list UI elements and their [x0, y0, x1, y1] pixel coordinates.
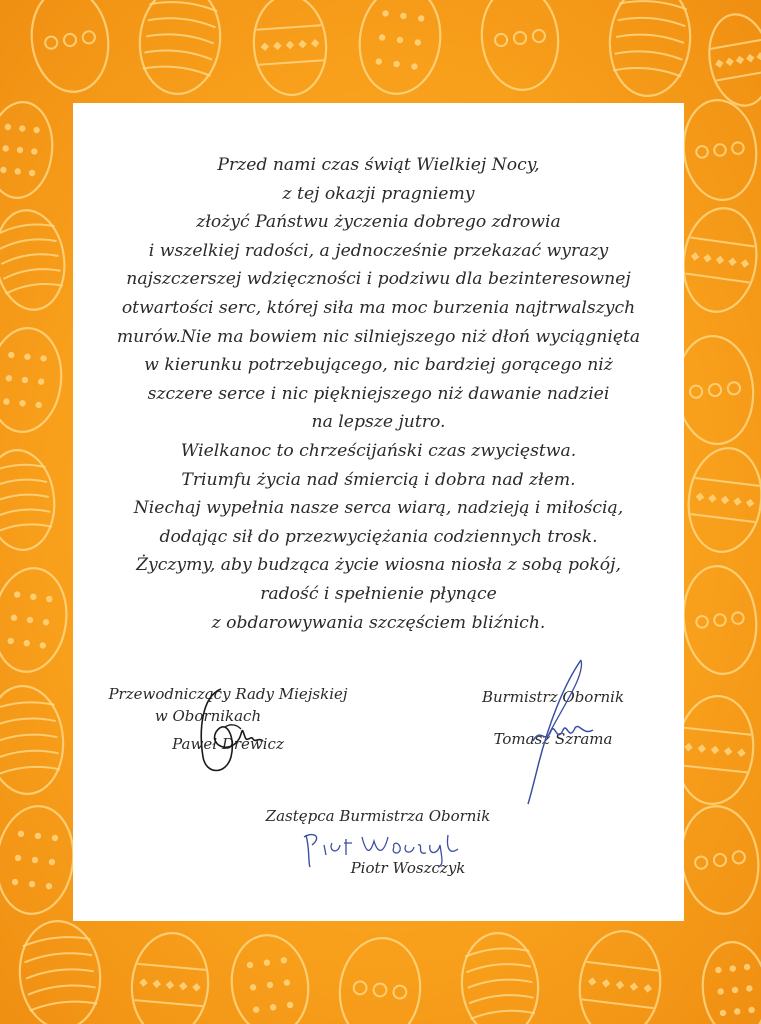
greeting-line: dodając sił do przezwyciężania codziennych trosk. [159, 526, 598, 547]
egg-outline [698, 939, 761, 1024]
egg-outline [0, 563, 73, 676]
egg-outline [679, 97, 761, 204]
greeting-line: i wszelkiej radości, a jednocześnie przekazać wyrazy [148, 240, 609, 261]
mayor-title: Burmistrz Obornik [481, 688, 625, 706]
greeting-line: Przed nami czas świąt Wielkiej Nocy, [217, 155, 540, 175]
egg-outline [702, 9, 761, 110]
egg-outline [574, 927, 667, 1024]
egg-outline [672, 333, 757, 447]
egg-outline [683, 444, 761, 556]
greeting-text [73, 151, 684, 637]
greeting-line: Niechaj wypełnia nasze serca wiarą, nadzieją i miłością, [133, 498, 624, 519]
mayor-signature-block [443, 686, 663, 750]
egg-outline [335, 934, 425, 1024]
greeting-line: w kierunku potrzebującego, nic bardziej gorącego niż [144, 355, 613, 376]
egg-outline [477, 0, 563, 94]
greeting-line: z obdarowywania szczęściem bliźnich. [211, 612, 546, 633]
greeting-line: najszczerszej wdzięczności i podziwu dla bezinteresownej [126, 269, 631, 290]
greeting-card [73, 103, 684, 921]
egg-outline [135, 0, 226, 98]
deputy-mayor-signature-block [243, 805, 513, 879]
egg-outline [251, 0, 330, 97]
greeting-line: szczere serce i nic piękniejszego niż dawanie nadziei [147, 383, 610, 404]
greeting-line: z tej okazji pragniemy [282, 183, 475, 204]
egg-outline [353, 0, 447, 99]
greeting-line: na lepsze jutro. [311, 412, 446, 433]
egg-outline [672, 692, 759, 807]
mayor-name: Tomasz Szrama [493, 730, 613, 748]
egg-outline [0, 447, 59, 554]
greeting-line: złożyć Państwu życzenia dobrego zdrowia [196, 212, 561, 233]
egg-outline [15, 917, 106, 1024]
deputy-mayor-name: Piotr Woszczyk [350, 859, 466, 877]
greeting-line: radość i spełnienie płynące [260, 583, 497, 604]
egg-outline [25, 0, 115, 97]
egg-outline [0, 99, 57, 201]
greeting-line: murów.Nie ma bowiem nic silniejszego niż dłoń wyciągnięta [116, 326, 641, 347]
egg-outline [0, 206, 71, 314]
council-chair-signature-block [93, 683, 363, 755]
egg-outline [458, 930, 543, 1024]
greeting-line: Życzymy, aby budząca życie wiosna niosła z sobą pokój, [136, 555, 621, 576]
egg-outline [677, 203, 761, 316]
egg-outline [0, 325, 66, 436]
greeting-line: otwartości serc, której siła ma moc burzenia najtrwalszych [121, 297, 636, 318]
council-chair-title: Przewodniczący Rady Miejskiej [108, 685, 348, 703]
greeting-line: Wielkanoc to chrześcijański czas zwycięstwa. [180, 440, 577, 461]
egg-outline [225, 930, 314, 1024]
deputy-mayor-title: Zastępca Burmistrza Obornik [265, 807, 491, 825]
egg-outline [128, 930, 213, 1024]
council-chair-title-location: w Obornikach [154, 707, 262, 725]
egg-outline [675, 801, 761, 919]
egg-outline [679, 563, 761, 678]
greeting-line: Triumfu życia nad śmiercią i dobra nad złem. [181, 469, 576, 490]
egg-outline [605, 0, 694, 99]
egg-outline [0, 683, 68, 797]
council-chair-name: Paweł Drewicz [172, 735, 284, 753]
egg-outline [0, 802, 79, 918]
